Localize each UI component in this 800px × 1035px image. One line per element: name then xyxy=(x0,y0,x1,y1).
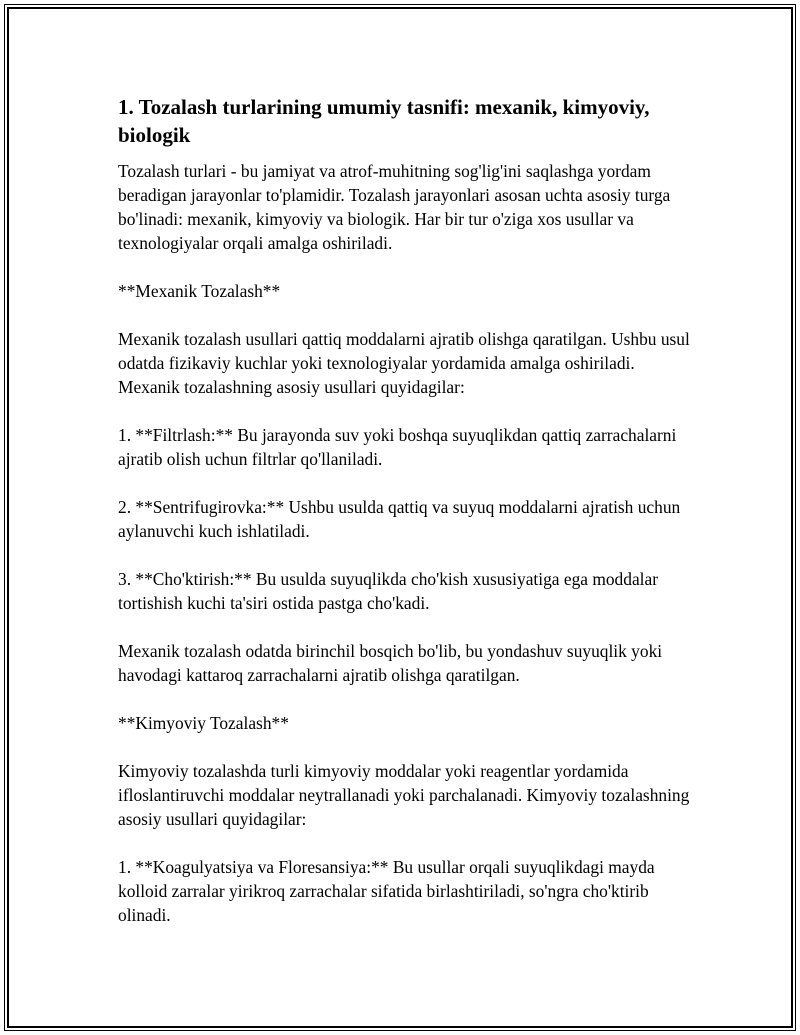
list-item-sentrifugirovka: 2. **Sentrifugirovka:** Ushbu usulda qattiq va suyuq moddalarni ajratish uchun aylanuvchi kuch ishlatiladi. xyxy=(118,497,681,541)
section-heading-mexanik: **Mexanik Tozalash** xyxy=(118,281,281,301)
mexanik-summary-paragraph: Mexanik tozalash odatda birinchil bosqich bo'lib, bu yondashuv suyuqlik yoki havodagi kattaroq zarrachalarni ajratib olishga qaratilgan. xyxy=(118,641,663,685)
document-body xyxy=(118,93,698,951)
list-item-koagulyatsiya: 1. **Koagulyatsiya va Floresansiya:** Bu usullar orqali suyuqlikdagi mayda kolloid zarralar yirikroq zarrachalar sifatida birlashtiriladi, so'ngra cho'ktirib olinadi. xyxy=(118,857,655,925)
kimyoviy-paragraph: Kimyoviy tozalashda turli kimyoviy moddalar yoki reagentlar yordamida ifloslantiruvchi moddalar neytrallanadi yoki parchalanadi. Kimyoviy tozalashning asosiy usullari quyidagilar: xyxy=(118,761,690,829)
mexanik-paragraph: Mexanik tozalash usullari qattiq moddalarni ajratib olishga qaratilgan. Ushbu usul odatda fizikaviy kuchlar yoki texnologiyalar yordamida amalga oshiriladi. Mexanik tozalashning asosiy usullari quyidagilar: xyxy=(118,329,690,397)
intro-paragraph: Tozalash turlari - bu jamiyat va atrof-muhitning sog'lig'ini saqlashga yordam beradigan jarayonlar to'plamidir. Tozalash jarayonlari asosan uchta asosiy turga bo'linadi: mexanik, kimyoviy va biologik. Har bir tur o'ziga xos usullar va texnologiyalar orqali amalga oshiriladi. xyxy=(118,161,671,253)
list-item-choktirish: 3. **Cho'ktirish:** Bu usulda suyuqlikda cho'kish xususiyatiga ega moddalar tortishish kuchi ta'siri ostida pastga cho'kadi. xyxy=(118,569,659,613)
list-item-filtrlash: 1. **Filtrlash:** Bu jarayonda suv yoki boshqa suyuqlikdan qattiq zarrachalarni ajratib olish uchun filtrlar qo'llaniladi. xyxy=(118,425,677,469)
document-title: 1. Tozalash turlarining umumiy tasnifi: mexanik, kimyoviy, biologik xyxy=(118,95,650,147)
section-heading-kimyoviy: **Kimyoviy Tozalash** xyxy=(118,713,289,733)
